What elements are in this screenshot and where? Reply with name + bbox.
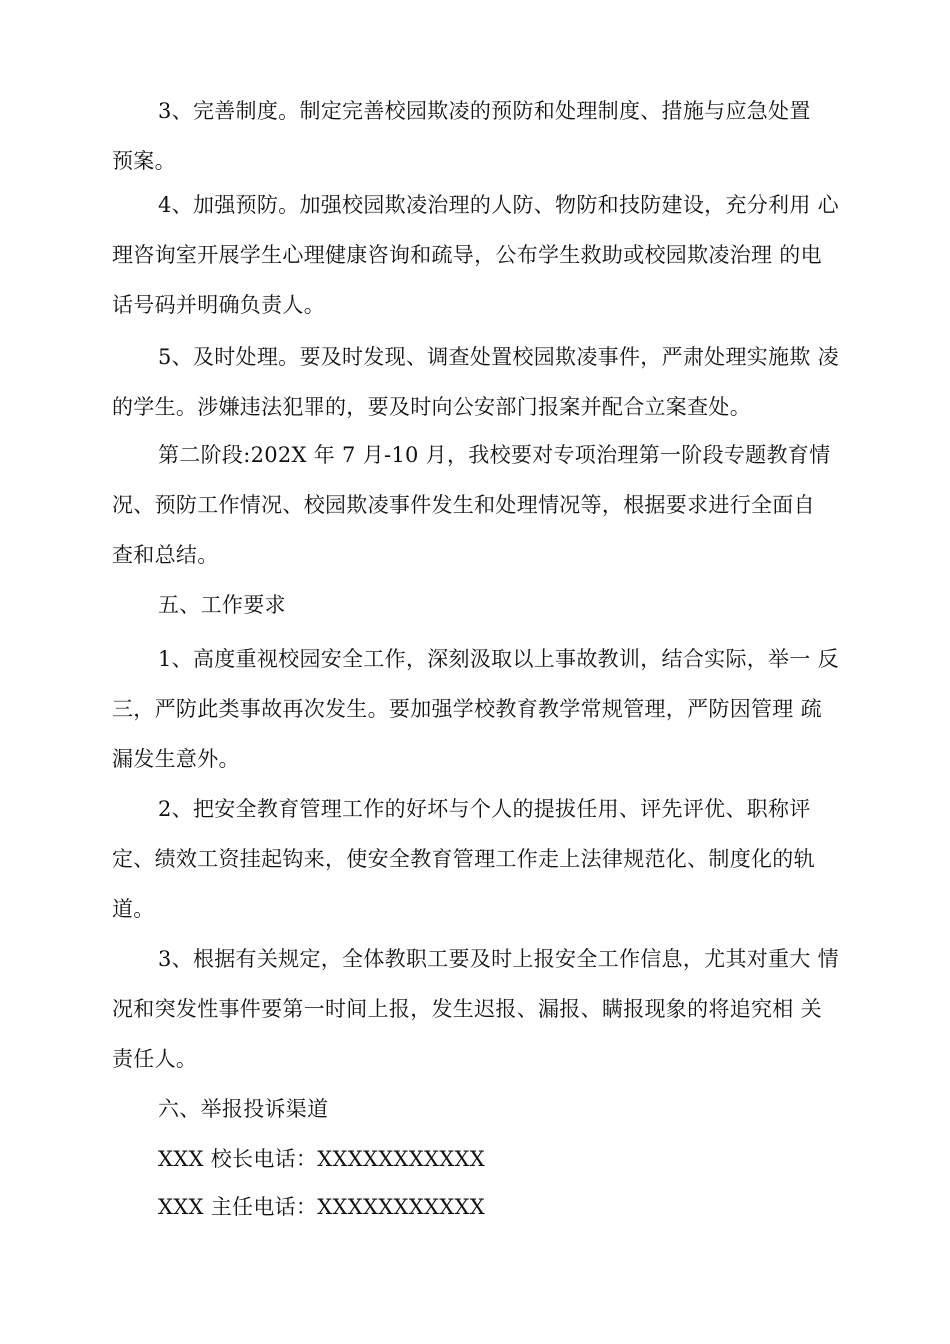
text-line: 漏发生意外。 [112,747,240,771]
text-line: 5、及时处理。要及时发现、调查处置校园欺凌事件，严肃处理实施欺 凌 [158,345,839,369]
text-line: 查和总结。 [112,543,219,567]
text-line: 的学生。涉嫌违法犯罪的，要及时向公安部门报案并配合立案查处。 [112,395,751,419]
paragraph-phase-two [112,430,840,580]
section-heading-six [112,1084,840,1134]
text-line: 3、根据有关规定，全体教职工要及时上报安全工作信息，尤其对重大 情 [158,947,839,971]
paragraph-requirement-1 [112,634,840,784]
text-line: 第二阶段:202X 年 7 月-10 月，我校要对专项治理第一阶段专题教育情 [158,443,831,467]
paragraph-item-3 [112,86,840,186]
text-line: 况和突发性事件要第一时间上报，发生迟报、漏报、瞒报现象的将追究相 关 [112,997,822,1021]
heading-text: 五、工作要求 [158,593,286,617]
text-line: 理咨询室开展学生心理健康咨询和疏导，公布学生救助或校园欺凌治理 的电 [112,243,822,267]
paragraph-requirement-3 [112,934,840,1084]
paragraph-item-5 [112,332,840,432]
contact-text: XXX 主任电话：XXXXXXXXXXX [158,1195,485,1219]
text-line: 责任人。 [112,1047,198,1071]
text-line: 况、预防工作情况、校园欺凌事件发生和处理情况等，根据要求进行全面自 [112,493,815,517]
text-line: 2、把安全教育管理工作的好坏与个人的提拔任用、评先评优、职称评 [158,797,811,821]
contact-principal-phone [112,1134,840,1184]
paragraph-item-4 [112,180,840,330]
text-line: 三，严防此类事故再次发生。要加强学校教育教学常规管理，严防因管理 疏 [112,697,822,721]
text-line: 预案。 [112,149,176,173]
contact-text: XXX 校长电话：XXXXXXXXXXX [158,1147,485,1171]
paragraph-requirement-2 [112,784,840,934]
contact-director-phone [112,1182,840,1232]
text-line: 话号码并明确负责人。 [112,293,325,317]
section-heading-five [112,580,840,630]
heading-text: 六、举报投诉渠道 [158,1097,329,1121]
text-line: 道。 [112,897,155,921]
text-line: 4、加强预防。加强校园欺凌治理的人防、物防和技防建设，充分利用 心 [158,193,839,217]
text-line: 定、绩效工资挂起钩来，使安全教育管理工作走上法律规范化、制度化的轨 [112,847,815,871]
text-line: 1、高度重视校园安全工作，深刻汲取以上事故教训，结合实际，举一 反 [158,647,839,671]
text-line: 3、完善制度。制定完善校园欺凌的预防和处理制度、措施与应急处置 [158,99,811,123]
